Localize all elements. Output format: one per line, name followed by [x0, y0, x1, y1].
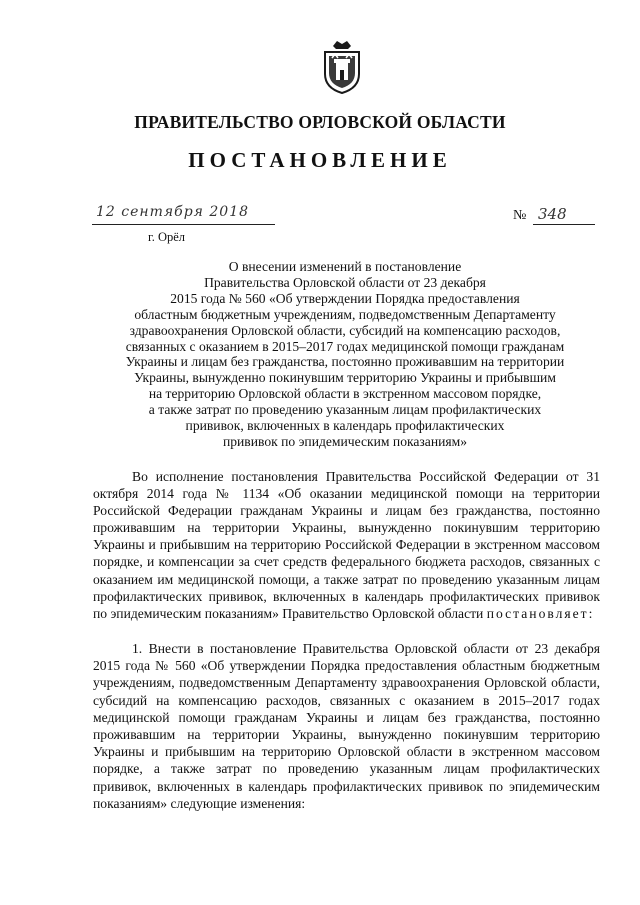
- subject-line: прививок, включенных в календарь профилактических: [185, 418, 505, 434]
- coat-of-arms-icon: [321, 38, 363, 94]
- document-subject: [90, 259, 600, 450]
- subject-line: О внесении изменений в постановление: [228, 259, 462, 274]
- document-city: г. Орёл: [148, 230, 186, 244]
- subject-line: Украины, вынужденно покинувшим территорию Украины и прибывшим: [134, 370, 556, 386]
- number-underline: [533, 224, 595, 225]
- subject-line: а также затрат по проведению указанным лицам профилактических: [148, 402, 542, 418]
- preamble-paragraph: [93, 468, 600, 622]
- date-underline: [92, 224, 275, 225]
- subject-line: Правительства Орловской области от 23 декабря: [204, 274, 486, 290]
- document-date: 12 сентября 2018: [96, 204, 250, 220]
- subject-line: Украины и лицам без гражданства, постоянно проживавшим на территории: [125, 354, 565, 370]
- amendment-paragraph: 1. Внести в постановление Правительства Орловской области от 23 декабря 2015 года № 560 «Об утверждении Порядка предоставления областным бюджетным учреждениям, подведомственным Департаменту здравоохранения Орловской области, субсидий на компенсацию расходов, связанных с оказанием в 2015–2017 годах медицинской помощи гражданам Украины и лицам без гражданства, постоянно проживавшим на территории Украины, вынужденно покинувшим территорию Украины и прибывшим на территорию Орловской области в экстренном массовом порядке, а также затрат по проведению указанным лицам профилактических прививок, включенных в календарь профилактических прививок по эпидемическим показаниям» следующие изменения:: [93, 641, 600, 811]
- document-number: 348: [538, 205, 567, 223]
- government-title: ПРАВИТЕЛЬСТВО ОРЛОВСКОЙ ОБЛАСТИ: [134, 112, 506, 132]
- document-type: ПОСТАНОВЛЕНИЕ: [188, 148, 452, 172]
- number-label: №: [513, 208, 527, 223]
- resolves-word: постановляет:: [486, 605, 595, 621]
- subject-line: 2015 года № 560 «Об утверждении Порядка предоставления: [170, 290, 520, 306]
- preamble-text: Во исполнение постановления Правительства Российской Федерации от 31 октября 2014 года № 1134 «Об оказании медицинской помощи на территории Российской Федерации гражданам Украины и лицам без гражданства, постоянно проживавшим на территории Украины, вынужденно покинувшим территорию Украины и прибывшим на территорию Российской Федерации в экстренном массовом порядке, и компенсации за счет средств федерального бюджета расходов, связанных с оказанием им медицинской помощи, а также затрат по проведению указанным лицам профилактических прививок, включенных в календарь профилактических прививок по эпидемическим показаниям» Правительство Орловской области: [93, 469, 600, 621]
- subject-line: областным бюджетным учреждениям, подведомственным Департаменту: [134, 306, 556, 322]
- subject-line: прививок по эпидемическим показаниям»: [222, 433, 468, 449]
- subject-line: здравоохранения Орловской области, субсидий на компенсацию расходов,: [129, 322, 561, 338]
- subject-line: связанных с оказанием в 2015–2017 годах медицинской помощи гражданам: [125, 338, 565, 354]
- subject-line: на территорию Орловской области в экстренном массовом порядке,: [148, 386, 542, 402]
